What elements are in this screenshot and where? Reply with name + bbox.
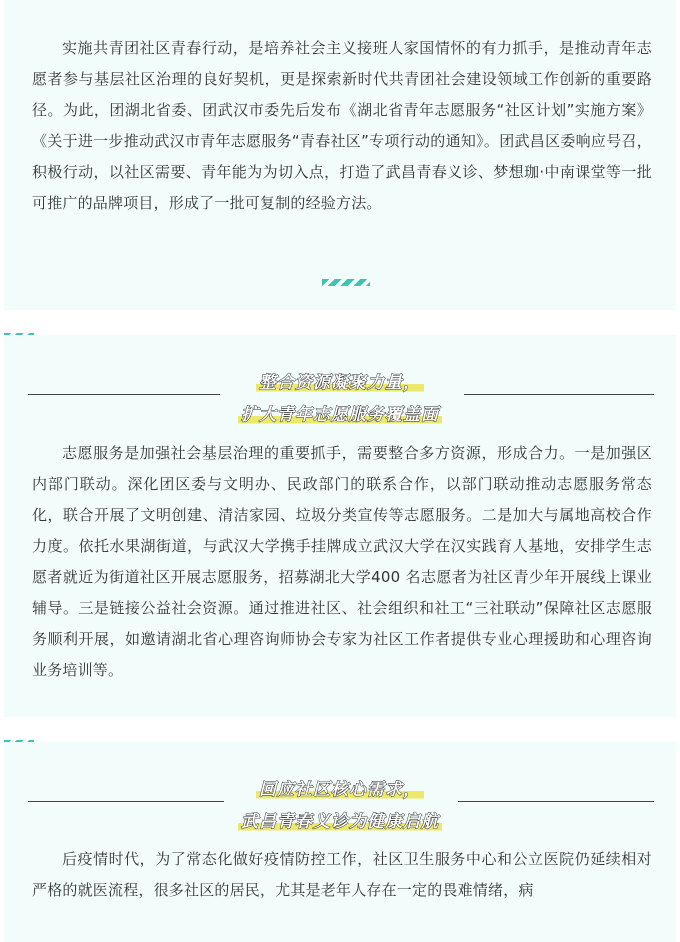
section-heading — [4, 774, 676, 838]
section-card-needs — [4, 742, 676, 942]
stripe-divider-icon — [322, 279, 370, 286]
heading-line-2: 武昌青春义诊为健康启航 — [238, 812, 442, 832]
section-card-resources — [4, 335, 676, 717]
section-paragraph: 后疫情时代，为了常态化做好疫情防控工作，社区卫生服务中心和公立医院仍延续相对严格的就医流程，很多社区的居民，尤其是老年人存在一定的畏难情绪，病 — [32, 850, 652, 899]
intro-card — [4, 0, 676, 310]
heading-line-1: 回应社区核心需求， — [256, 780, 424, 800]
heading-line-1: 整合资源凝聚力量， — [256, 373, 424, 393]
intro-paragraph: 实施共青团社区青春行动，是培养社会主义接班人家国情怀的有力抓手，是推动青年志愿者参与基层社区治理的良好契机，更是探索新时代共青团社会建设领域工作创新的重要路径。为此，团湖北省委、团武汉市委先后发布《湖北省青年志愿服务“社区计划”实施方案》《关于进一步推动武汉市青年志愿服务“青春社区”专项行动的通知》。团武昌区委响应号召，积极行动，以社区需要、青年能为为切入点，打造了武昌青春义诊、梦想珈·中南课堂等一批可推广的品牌项目，形成了一批可复制的经验方法。 — [32, 39, 652, 212]
section-heading — [4, 367, 676, 431]
section-paragraph: 志愿服务是加强社会基层治理的重要抓手，需要整合多方资源，形成合力。一是加强区内部门联动。深化团区委与文明办、民政部门的联系合作，以部门联动推动志愿服务常态化，联合开展了文明创建、清洁家园、垃圾分类宣传等志愿服务。二是加大与属地高校合作力度。依托水果湖街道，与武汉大学携手挂牌成立武汉大学在汉实践育人基地，安排学生志愿者就近为街道社区开展志愿服务，招募湖北大学400 名志愿者为社区青少年开展线上课业辅导。三是链接公益社会资源。通过推进社区、社会组织和社工“三社联动”保障社区志愿服务顺利开展，如邀请湖北省心理咨询师协会专家为社区工作者提供专业心理援助和心理咨询业务培训等。 — [32, 444, 652, 679]
heading-line-2: 扩大青年志愿服务覆盖面 — [238, 405, 442, 425]
